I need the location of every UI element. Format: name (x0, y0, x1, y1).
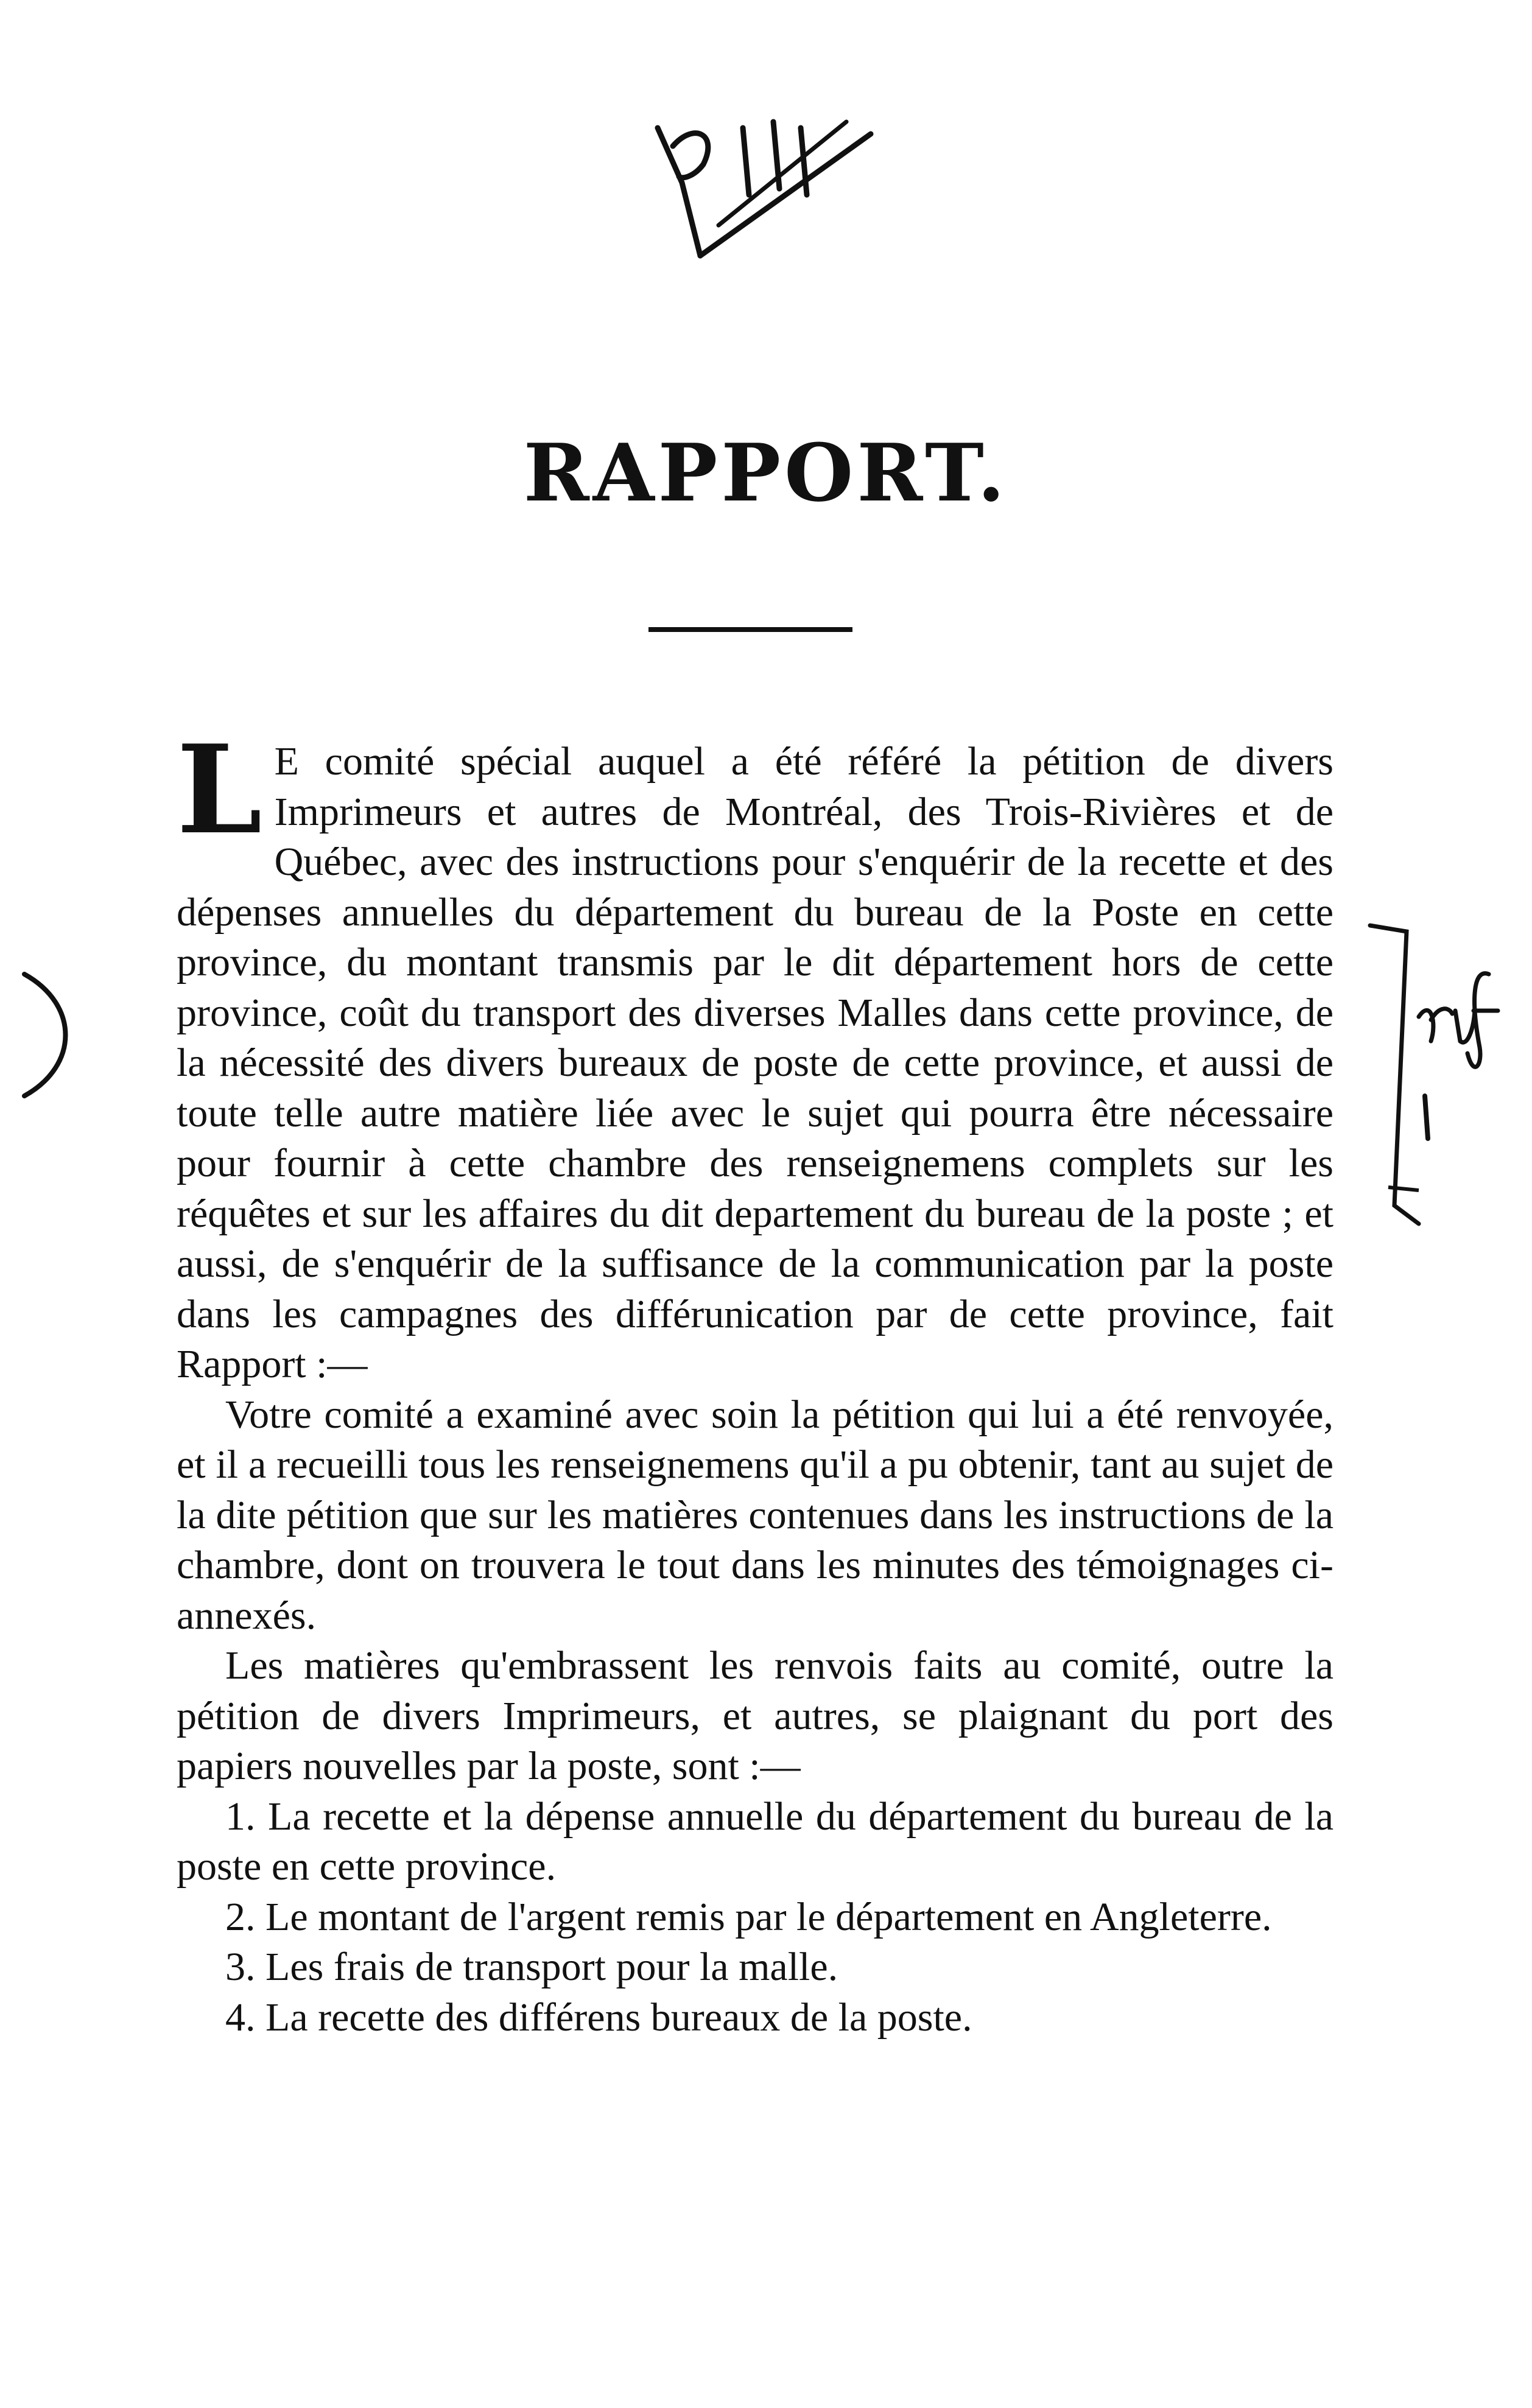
paragraph-matters: Les matières qu'embrassent les renvois faits au comité, outre la pétition de divers Imprimeurs, et autres, se plaignant du port des papiers nouvelles par la poste, sont :— (177, 1643, 1333, 1788)
margin-parenthesis-mark (12, 968, 79, 1102)
title-divider (648, 627, 852, 632)
list-item-1: 1. La recette et la dépense annuelle du département du bureau de la poste en cette province. (177, 1794, 1333, 1889)
page-title: RAPPORT. (523, 426, 1009, 519)
paragraph-intro (177, 718, 1333, 1390)
margin-note-glyphs (1413, 962, 1504, 1145)
list-item-4: 4. La recette des différens bureaux de la poste. (225, 1995, 972, 2040)
margin-note (1413, 962, 1504, 1145)
paragraph-examination: Votre comité a examiné avec soin la pétition qui lui a été renvoyée, et il a recueilli tous les renseignemens qu'il a pu obtenir, tant au sujet de la dite pétition que sur les matières contenues dans les instructions de la chambre, dont on trouvera le tout dans les minutes des témoignages ci-annexés. (177, 1392, 1333, 1638)
dropcap-letter: L (177, 718, 262, 862)
paragraph-intro-text: E comité spécial auquel a été référé la pétition de divers Imprimeurs et autres de Montréal, des Trois-Rivières et de Québec, avec des instructions pour s'enquérir de la recette et des dépenses annuelles du département du bureau de la Poste en cette province, du montant transmis par le dit département hors de cette province, coût du transport des diverses Malles dans cette province, de la nécessité des divers bureaux de poste de cette province, et aussi de toute telle autre matière liée avec le sujet qui pourra être nécessaire pour fournir à cette chambre des renseignemens complets sur les réquêtes et sur les affaires du dit departement du bureau de la poste ; et aussi, de s'enquérir de la suffisance de la communication par la poste dans les campagnes des différunication par de cette province, fait Rapport :— (177, 739, 1333, 1386)
list-item-3: 3. Les frais de transport pour la malle. (225, 1945, 838, 1989)
handwritten-folio-mark (645, 110, 883, 292)
body-text (177, 718, 1333, 2043)
list-item-2: 2. Le montant de l'argent remis par le département en Angleterre. (225, 1894, 1272, 1939)
